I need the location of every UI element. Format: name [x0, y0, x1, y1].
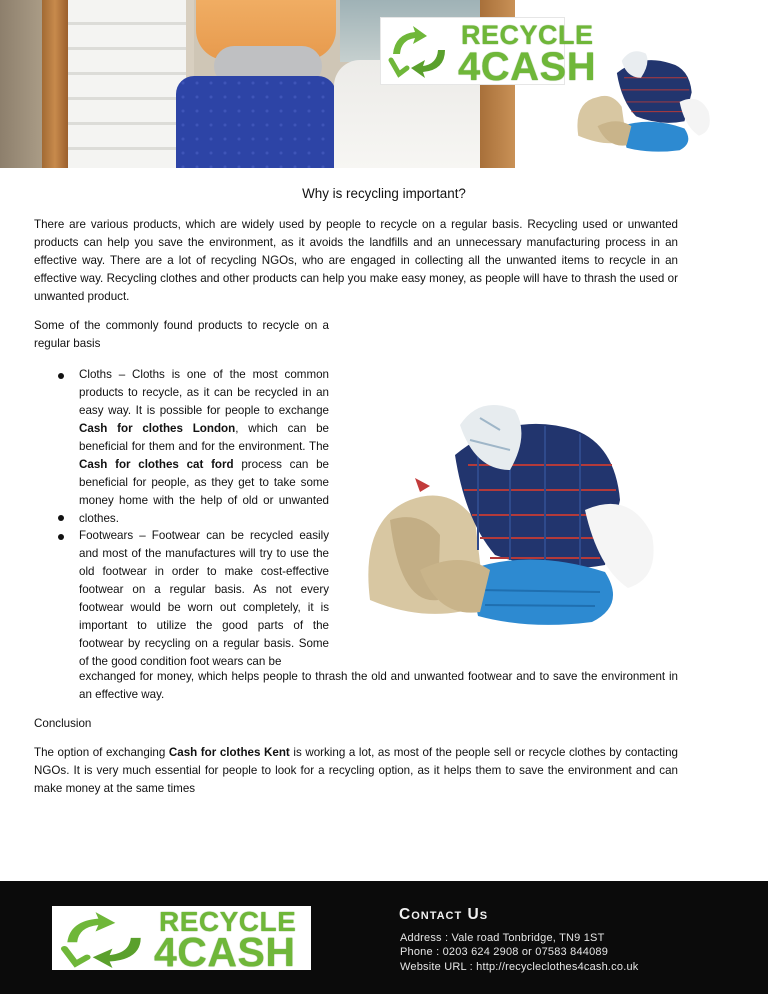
bullet-cloths-text-3: process can be beneficial for people, as they get to take some money home with the help of old or unwanted clothes.: [79, 458, 329, 525]
conclusion-text-1: The option of exchanging: [34, 746, 169, 759]
bullet-cloths-text-2: , which can be beneficial for them and for the environment. The: [79, 422, 329, 453]
contact-heading: Contact Us: [399, 906, 489, 923]
conclusion-heading: Conclusion: [34, 717, 92, 730]
bullet-footwear: Footwears – Footwear can be recycled easily and most of the manufactures will try to use the old footwear in order to make cost-effective footwear on a regular basis. As not every footwear would be worn out completely, it is important to utilize the good parts of the footwear by recycling on a regular basis. Some of the good condition foot wears can be: [79, 529, 329, 668]
recycle-arrows-icon: [56, 910, 152, 968]
link-text-cash-for-clothes-london: Cash for clothes London: [79, 422, 236, 435]
logo-word-4cash: 4CASH: [458, 45, 597, 89]
folded-towels: [68, 0, 186, 168]
contact-footer: [0, 881, 768, 994]
contact-website: Website URL : http://recycleclothes4cash.co.uk: [400, 961, 639, 973]
diaper-blue: [176, 76, 336, 168]
link-text-cash-for-clothes-kent: Cash for clothes Kent: [168, 746, 290, 759]
intro-paragraph: There are various products, which are widely used by people to recycle on a regular basis. Recycling used or unwanted products can help you save the environment, as it avoids the landfills and an unnecessary manufacturing process in an effective way. There are a lot of recycling NGOs, who are engaged in collecting all the unwanted items to recycle in an effective way. Recycling clothes and other products can help you make easy money, as people will have to thrash the used or unwanted product.: [34, 218, 678, 303]
conclusion-text-2: is working a lot, as most of the people sell or recycle clothes by contacting NGOs. It is very much essential for people to look for a recycling option, as it helps them to save the environment and can make money at the same times: [34, 746, 678, 795]
link-text-cash-for-clothes-cat-ford: Cash for clothes cat ford: [79, 458, 234, 471]
recycle-arrows-icon: [385, 24, 453, 78]
clothes-pile-image-small: [530, 44, 752, 156]
contact-address: Address : Vale road Tonbridge, TN9 1ST: [400, 932, 605, 944]
logo-word-4cash: 4CASH: [154, 929, 296, 975]
logo-word-recycle: RECYCLE: [159, 906, 297, 937]
brand-logo-footer: [52, 906, 311, 975]
bullet-footwear-continued: exchanged for money, which helps people to thrash the old and unwanted footwear and to save the environment in an effective way.: [79, 670, 678, 701]
bullet-marker: [58, 373, 64, 379]
bullet-cloths-text-1: Cloths – Cloths is one of the most common products to recycle, as it can be recycled in an easy way. It is possible for people to exchange: [79, 368, 329, 417]
bullet-cloths: [79, 366, 329, 528]
conclusion-paragraph: [34, 744, 678, 798]
logo-word-recycle: RECYCLE: [461, 20, 594, 50]
clothes-pile-image: [360, 400, 660, 632]
bullet-marker: [58, 534, 64, 540]
bullet-marker-empty: [58, 515, 64, 521]
contact-phone: Phone : 0203 624 2908 or 07583 844089: [400, 946, 609, 958]
drawer-frame-left: [42, 0, 68, 168]
list-intro: Some of the commonly found products to recycle on a regular basis: [34, 319, 329, 350]
page-title: Why is recycling important?: [302, 186, 466, 201]
